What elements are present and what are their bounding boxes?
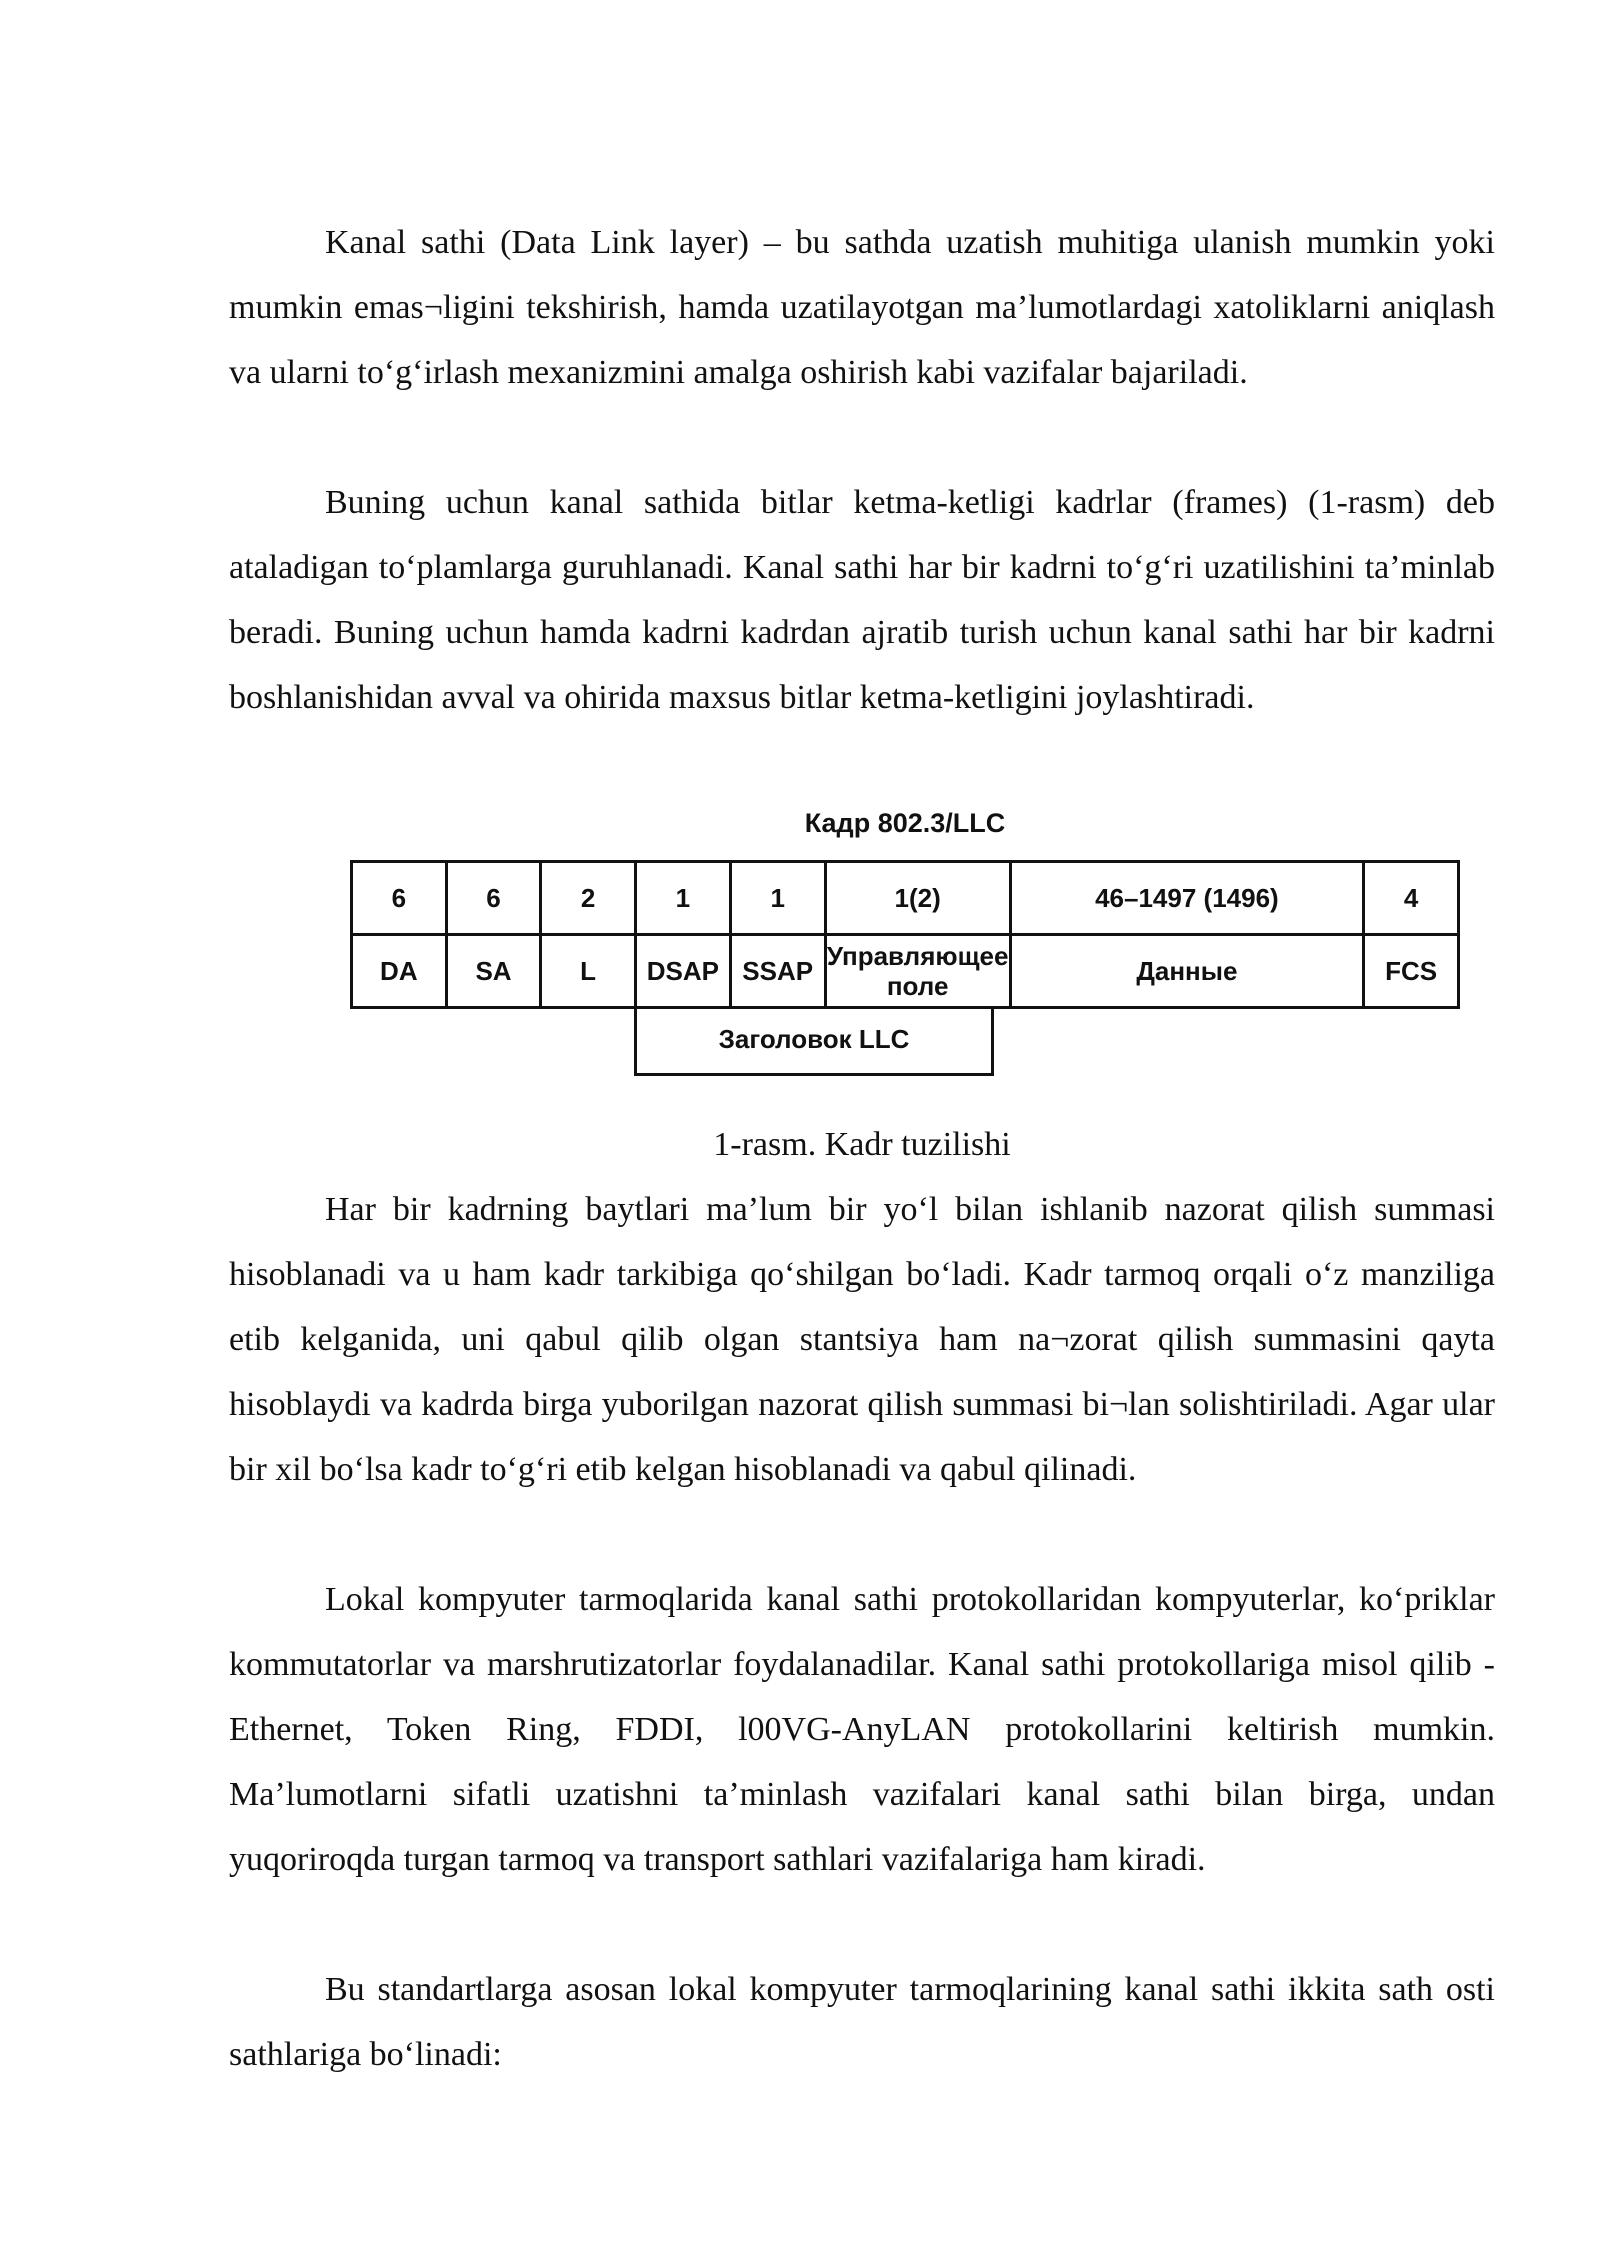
field-cell-da: DA <box>352 935 447 1008</box>
paragraph-5-text: Bu standartlarga asosan lokal kompyuter tarmoqlarining kanal sathi ikkita sath osti sathlariga bo‘linadi: <box>229 1971 1495 2073</box>
control-field-label: Управляющее поле <box>826 940 1009 1001</box>
field-cell-fcs: FCS <box>1364 935 1459 1008</box>
size-row <box>352 862 1459 935</box>
frame-structure-figure <box>350 808 1460 1088</box>
paragraph-5 <box>229 1957 1495 2087</box>
paragraph-3-text: Har bir kadrning baytlari ma’lum bir yo‘l bilan ishlanib nazorat qilish summasi hisoblanadi va u ham kadr tarkibiga qo‘shilgan bo‘ladi. Kadr tarmoq orqali o‘z manziliga etib kelganida, uni qabul qilib olgan stantsiya ham na¬zorat qilish summasini qayta hisoblaydi va kadrda birga yuborilgan nazorat qilish summasi bi¬lan solishtiriladi. Agar ular bir xil bo‘lsa kadr to‘g‘ri etib kelgan hisoblanadi va qabul qilinadi. <box>229 1191 1495 1488</box>
size-cell-fcs: 4 <box>1364 862 1459 935</box>
frame-table <box>350 860 1460 1009</box>
field-cell-l: L <box>541 935 636 1008</box>
size-cell-dsap: 1 <box>635 862 730 935</box>
size-cell-ssap: 1 <box>730 862 825 935</box>
paragraph-1-text: Kanal sathi (Data Link layer) – bu sathda uzatish muhitiga ulanish mumkin yoki mumkin emas¬ligini tekshirish, hamda uzatilayotgan ma’lumotlardagi xatoliklarni aniqlash va ularni to‘g‘irlash mexanizmini amalga oshirish kabi vazifalar bajariladi. <box>229 224 1495 391</box>
paragraph-2-text: Buning uchun kanal sathida bitlar ketma-ketligi kadrlar (frames) (1-rasm) deb ataladigan to‘plamlarga guruhlanadi. Kanal sathi har bir kadrni to‘g‘ri uzatilishini ta’minlab beradi. Buning uchun hamda kadrni kadrdan ajratib turish uchun kanal sathi har bir kadrni boshlanishidan avval va ohirida maxsus bitlar ketma-ketligini joylashtiradi. <box>229 484 1495 716</box>
paragraph-2 <box>229 470 1495 730</box>
field-cell-control <box>825 935 1010 1008</box>
size-cell-da: 6 <box>352 862 447 935</box>
paragraph-1 <box>229 210 1495 405</box>
size-cell-control: 1(2) <box>825 862 1010 935</box>
figure-title: Кадр 802.3/LLC <box>804 808 1006 838</box>
field-cell-dsap: DSAP <box>635 935 730 1008</box>
field-row <box>352 935 1459 1008</box>
paragraph-3 <box>229 1177 1495 1502</box>
size-cell-data: 46–1497 (1496) <box>1010 862 1364 935</box>
field-cell-ssap: SSAP <box>730 935 825 1008</box>
field-cell-sa: SA <box>446 935 541 1008</box>
figure-caption: 1-rasm. Kadr tuzilishi <box>713 1126 1011 1163</box>
size-cell-l: 2 <box>541 862 636 935</box>
paragraph-4-text: Lokal kompyuter tarmoqlarida kanal sathi protokollaridan kompyuterlar, ko‘priklar kommutatorlar va marshrutizatorlar foydalanadilar. Kanal sathi protokollariga misol qilib - Ethernet, Token Ring, FDDI, l00VG-AnyLAN protokollarini keltirish mumkin. Ma’lumotlarni sifatli uzatishni ta’minlash vazifalari kanal sathi bilan birga, undan yuqoriroqda turgan tarmoq va transport sathlari vazifalariga ham kiradi. <box>229 1581 1495 1878</box>
field-cell-data: Данные <box>1010 935 1364 1008</box>
llc-header-box: Заголовок LLC <box>634 1006 994 1076</box>
paragraph-4 <box>229 1567 1495 1892</box>
size-cell-sa: 6 <box>446 862 541 935</box>
